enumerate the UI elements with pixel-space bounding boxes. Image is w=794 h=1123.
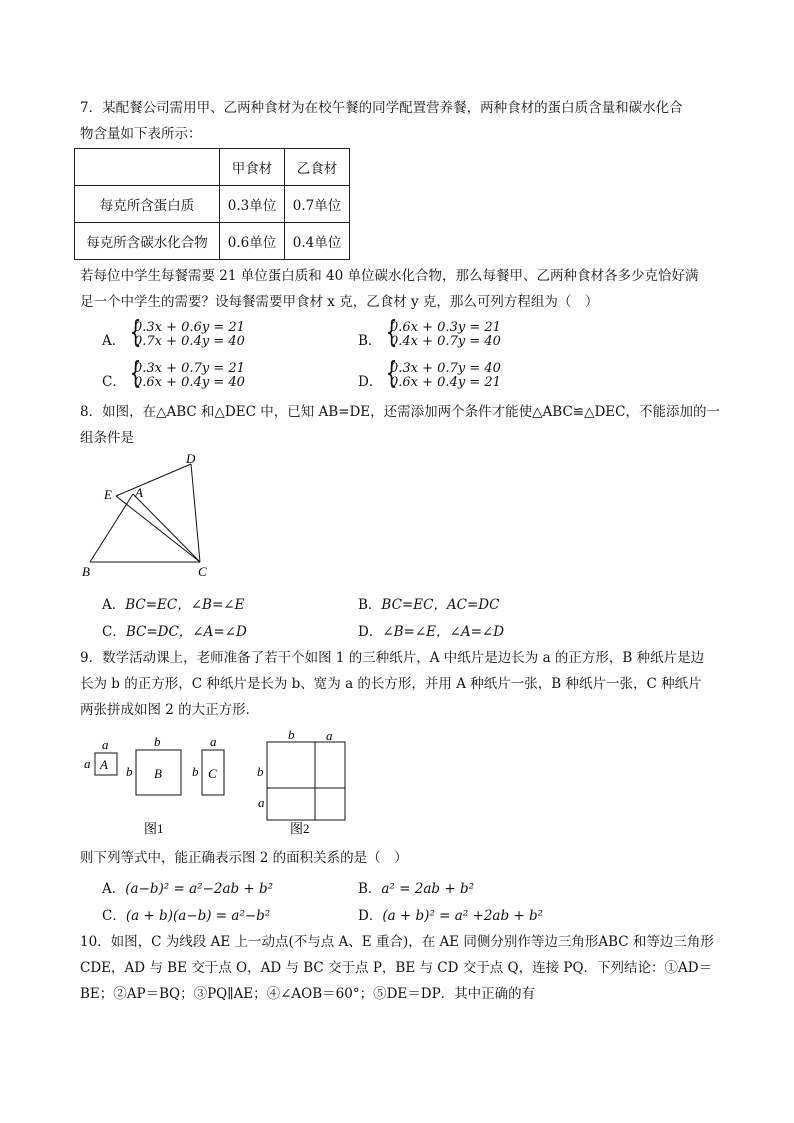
segment-ed <box>116 464 191 496</box>
option-label: D． <box>358 624 383 640</box>
q7-option-a-system: { 0.3x + 0.6y = 21 0.7x + 0.4y = 40 <box>129 315 245 350</box>
table-row <box>75 186 350 223</box>
equation: 0.3x + 0.7y = 21 <box>134 361 245 376</box>
side-label: a <box>326 728 333 743</box>
equation: 0.7x + 0.4y = 40 <box>134 334 245 349</box>
equation: 0.3x + 0.6y = 21 <box>134 320 245 335</box>
q7-stem-line1: 7．某配餐公司需用甲、乙两种食材为在校午餐的同学配置营养餐，两种食材的蛋白质含量和碳水化合 <box>80 100 683 116</box>
q7-nutrition-table <box>74 148 350 260</box>
option-label: A． <box>102 597 126 613</box>
q7-option-c-system: { 0.3x + 0.7y = 21 0.6x + 0.4y = 40 <box>129 356 245 391</box>
q7-option-c-label: C． <box>102 374 126 390</box>
option-text: BC=EC，AC=DC <box>381 597 500 613</box>
q9-stem-line1: 9．数学活动课上，老师准备了若干个如图 1 的三种纸片，A 中纸片是边长为 a 的正方形，B 种纸片是边 <box>80 650 705 666</box>
side-label: a <box>210 734 217 749</box>
q7-option-d-label: D． <box>358 374 383 390</box>
point-label-e: E <box>104 487 112 502</box>
q9-question: 则下列等式中，能正确表示图 2 的面积关系的是（ ） <box>80 850 408 866</box>
fig2-caption: 图2 <box>290 821 310 836</box>
q8-option-c <box>102 620 247 640</box>
q7-stem-line2: 物含量如下表所示： <box>80 126 202 142</box>
q7-after-line2: 足一个中学生的需要？设每餐需要甲食材 x 克，乙食材 y 克，那么可列方程组为（ ） <box>80 294 599 310</box>
q10-line2: CDE，AD 与 BE 交于点 O，AD 与 BC 交于点 P，BE 与 CD 交于点 Q，连接 PQ．下列结论：①AD＝ <box>80 960 713 976</box>
table-header-cell: 甲食材 <box>220 149 285 186</box>
side-label: b <box>288 727 295 742</box>
equation: 0.4x + 0.7y = 40 <box>390 334 501 349</box>
piece-label-c: C <box>208 766 217 781</box>
q9-stem-line3: 两张拼成如图 2 的大正方形． <box>80 702 260 718</box>
side-label: b <box>126 764 133 779</box>
point-label-a: A <box>135 485 143 500</box>
q7-option-b-label: B． <box>358 333 382 349</box>
table-cell: 0.3单位 <box>220 186 285 223</box>
table-header-row <box>75 149 350 186</box>
side-label: b <box>154 734 161 749</box>
q9-stem-line2: 长为 b 的正方形，C 种纸片是长为 b、宽为 a 的长方形，并用 A 种纸片一张，B 种纸片一张，C 种纸片 <box>80 676 702 692</box>
fig1-caption: 图1 <box>144 821 164 836</box>
equation: 0.6x + 0.4y = 21 <box>390 375 501 390</box>
side-label: b <box>192 764 199 779</box>
table-cell: 0.6单位 <box>220 223 285 260</box>
table-cell: 每克所含碳水化合物 <box>75 223 220 260</box>
option-text: (a + b)² = a² +2ab + b² <box>382 908 544 924</box>
q8-stem-line1: 8．如图，在△ABC 和△DEC 中，已知 AB=DE，还需添加两个条件才能使△ABC≌△DEC，不能添加的一 <box>80 404 720 420</box>
table-cell: 0.7单位 <box>285 186 350 223</box>
point-label-d: D <box>186 452 196 466</box>
option-text: BC=EC，∠B=∠E <box>125 597 245 613</box>
option-label: B． <box>358 597 382 613</box>
option-text: (a−b)² = a²−2ab + b² <box>125 881 274 897</box>
table-header-cell <box>75 149 220 186</box>
option-text: BC=DC，∠A=∠D <box>125 624 247 640</box>
q9-option-a <box>102 877 273 897</box>
option-label: B． <box>358 881 382 897</box>
piece-label-a: A <box>100 757 108 772</box>
option-text: a² = 2ab + b² <box>381 881 475 897</box>
option-label: C． <box>102 624 126 640</box>
q8-option-b <box>358 593 499 613</box>
option-label: D． <box>358 908 383 924</box>
q8-option-a <box>102 593 244 613</box>
table-cell: 0.4单位 <box>285 223 350 260</box>
table-row <box>75 223 350 260</box>
q9-option-c <box>102 904 270 924</box>
equation: 0.6x + 0.4y = 40 <box>134 375 245 390</box>
q7-option-a-label: A． <box>102 333 126 349</box>
option-label: A． <box>102 881 126 897</box>
table-cell: 每克所含蛋白质 <box>75 186 220 223</box>
equation: 0.6x + 0.3y = 21 <box>390 320 501 335</box>
q8-triangle-figure <box>76 452 226 582</box>
point-label-c: C <box>198 564 207 579</box>
q9-paper-figures <box>80 726 350 838</box>
option-label: C． <box>102 908 126 924</box>
side-label: a <box>258 795 265 810</box>
q9-option-b <box>358 877 474 897</box>
piece-label-b: B <box>154 766 162 781</box>
segment-ec <box>116 496 200 562</box>
q9-option-d <box>358 904 543 924</box>
side-label: a <box>102 737 109 752</box>
q7-option-d-system: { 0.3x + 0.7y = 40 0.6x + 0.4y = 21 <box>385 356 501 391</box>
segment-dc <box>191 464 200 562</box>
q8-stem-line2: 组条件是 <box>80 430 134 446</box>
q7-after-line1: 若每位中学生每餐需要 21 单位蛋白质和 40 单位碳水化合物，那么每餐甲、乙两种食材各多少克恰好满 <box>80 268 699 284</box>
big-square <box>267 742 345 820</box>
q7-option-b-system: { 0.6x + 0.3y = 21 0.4x + 0.7y = 40 <box>385 315 501 350</box>
q10-line1: 10．如图，C 为线段 AE 上一动点(不与点 A、E 重合)，在 AE 同侧分别作等边三角形ABC 和等边三角形 <box>80 934 714 950</box>
q8-option-d <box>358 620 504 640</box>
option-text: ∠B=∠E，∠A=∠D <box>382 624 505 640</box>
side-label: a <box>84 756 91 771</box>
equation: 0.3x + 0.7y = 40 <box>390 361 501 376</box>
point-label-b: B <box>82 564 90 579</box>
table-header-cell: 乙食材 <box>285 149 350 186</box>
segment-ac <box>133 494 200 562</box>
q10-line3: BE；②AP＝BQ；③PQ∥AE；④∠AOB＝60°；⑤DE＝DP．其中正确的有 <box>80 986 536 1002</box>
side-label: b <box>257 764 264 779</box>
option-text: (a + b)(a−b) = a²−b² <box>125 908 271 924</box>
